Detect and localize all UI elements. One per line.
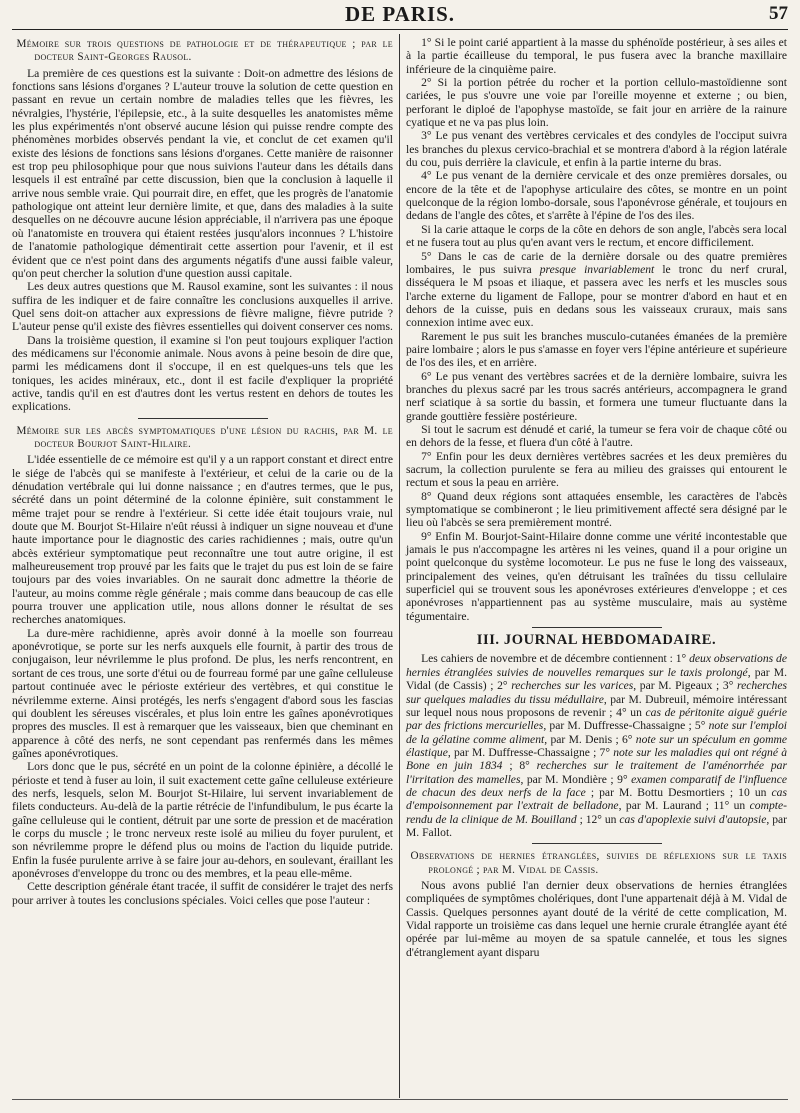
paragraph [406, 250, 787, 330]
paragraph: 3° Le pus venant des vertèbres cervicales et des condyles de l'occiput suivra les branches du plexus cervico-brachial et se montrera d'abord à la région latérale du cou, puis derrière la clavicule, et enfin à la partie interne du bras. [406, 129, 787, 170]
text-span: , par M. Vidal (de Cassis) ; 2° [406, 665, 787, 693]
text-span: ; 12° un [576, 812, 620, 826]
paragraph: 4° Le pus venant de la dernière cervicale et des onze premières dorsales, ou encore de la tête et de l'apophyse articulaire des côtes, se montre en un point quelconque de la région lombo-dorsale, sous l'aponévrose générale, et toujours en dedans de l'angle des côtes, et s'arrête à l'épine de l'os des iles. [406, 169, 787, 223]
paragraph: Nous avons publié l'an dernier deux observations de hernies étranglées compliquées de symptômes cholériques, dont l'une appartenait déjà à M. Vidal de Cassis. Quelques personnes ayant douté de la vérité de cette complication, M. Vidal rapporte un troisième cas dans lequel une hernie crurale étranglée ayant été opérée par lui-même au moyen de sa spatule cannelée, et tous les signes d'étranglement ayant disparu [406, 878, 787, 959]
bottom-rule [12, 1099, 788, 1100]
paragraph: Cette description générale étant tracée, il suffit de considérer le trajet des nerfs pour arriver à toutes les conclusions spéciales. Voici celles que pose l'auteur : [12, 880, 393, 907]
emphasis: recherches sur quelques maladies du tissu médullaire [406, 679, 787, 706]
text-span: ; 8° [502, 759, 537, 773]
paragraph: La première de ces questions est la suivante : Doit-on admettre des lésions de fonctions sans lésions d'organes ? L'auteur trouve la solution de cette question en passant en revue un certain nombre de maladies telles que les fièvres, les névralgies, l'hystérie, l'épilepsie, etc., à la suite desquelles les anatomistes même les plus expérimentés n'ont observé aucune lésion qui puisse rendre compte des phénomènes morbides observés pendant la vie, et conclut de cet examen qu'il existe des lésions de fonctions sans lésions d'organes. Cette manière de raisonner est trop peu philosophique pour que nous suivions l'auteur dans les détails dans lesquels il est entraîné par cette discussion, bien que la conclusion à laquelle il arrive nous semble vraie. Qui pourrait dire, en effet, que les progrès de l'anatomie pathologique ont atteint leur dernière limite, et que, dans des maladies à la suite desquelles on ne découvre aucune lésion appréciable, il n'arrivera pas une époque où l'anatomiste en trouvera qui étaient restées jusqu'alors inconnues ? L'histoire de l'anatomie pathologique démentirait cette assertion pour l'avenir, et il est évident que ce n'est point dans des arguments négatifs d'une aussi faible valeur, qu'on peut chercher la solution d'une question aussi capitale. [12, 66, 393, 280]
text-span: , par M. Denis ; 6° [544, 732, 636, 746]
text-span: ; par M. Bottu Desmortiers ; 10 un [585, 785, 772, 799]
text-span: , par M. Duffresse-Chassaigne ; 7° [447, 745, 614, 759]
paragraph: 1° Si le point carié appartient à la masse du sphénoïde postérieur, à ses ailes et à la partie écailleuse du temporal, le pus fusera avec la branche maxillaire inférieure de la cinquième paire. [406, 36, 787, 76]
page-number: 57 [769, 3, 788, 24]
paragraph: 6° Le pus venant des vertèbres sacrées et de la dernière lombaire, suivra les branches du plexus sacré par les trous sacrés antérieurs, accompagnera le grand nerf sciatique à sa sortie du bassin, et formera une tumeur fluctuante dans la grande gouttière fessière postérieure. [406, 369, 787, 423]
page-header [0, 0, 800, 26]
section-divider [138, 418, 268, 419]
text-span: , par M. Laurand ; 11° un [618, 799, 750, 813]
paragraph: L'idée essentielle de ce mémoire est qu'il y a un rapport constant et direct entre le siége de l'abcès qui se manifeste à l'extérieur, et celui de la carie ou de la dénudation vertébrale qui lui donne naissance ; en d'autres termes, que le pus, sécrété dans un point déterminé de la colonne épinière, suit constamment le même trajet pour se rendre à l'extérieur. Si cette idée était toujours vraie, nul doute que M. Bourjot St-Hilaire n'eût réussi à indiquer un signe nouveau et d'une haute importance pour le diagnostic des caries rachidiennes ; mais, outre qu'un abcès extérieur symptomatique peut reconnaître une tout autre origine, il est malheureusement trop prouvé par les faits que le trajet du pus est loin de se faire toujours par des voies invariables. On ne saurait donc admettre la théorie de l'auteur, au moins comme règle générale ; mais comme dans beaucoup de cas elle pourra trouver une application utile, nous allons donner le résultat de ses recherches anatomiques. [12, 453, 393, 627]
paragraph-journal-contents [406, 652, 787, 839]
header-rule [12, 29, 788, 30]
section-divider [532, 843, 662, 844]
paragraph: Si tout le sacrum est dénudé et carié, la tumeur se fera voir de chaque côté ou en dehors de la fesse, et fluera d'un côté à l'autre. [406, 422, 787, 450]
paragraph: Dans la troisième question, il examine si l'on peut toujours expliquer l'action des médicamens sur l'économie animale. Nous avons à peine besoin de dire que, parmi les médicamens dont il s'occupe, il en est quelques-uns tels que les toniques, les acides minéraux, etc., dont il est facile d'expliquer la propriété active, tandis qu'il en est d'autres dont les vertus restent en dehors de toutes les explications. [12, 333, 393, 414]
emphasis: note sur les maladies qui ont régné à Bone en juin 1834 [406, 745, 788, 773]
text-span: 5° Dans le cas de carie de la dernière dorsale ou des quatre premières lombaires, le pus suivra [406, 249, 787, 276]
emphasis: note sur un spéculum en gomme élastique [406, 732, 787, 759]
paragraph: 2° Si la portion pétrée du rocher et la portion cellulo-mastoïdienne sont cariées, le pus s'ouvre une voie par l'oreille moyenne et externe ; ou bien, perforant le diploé de l'apophyse mastoïde, se fait jour en arrière de la rainure cyatique et ne va pas plus loin. [406, 76, 787, 130]
section-heading-bourjot: Mémoire sur les abcès symptomatiques d'une lésion du rachis, par M. le docteur Bourjot Saint-Hilaire. [16, 424, 393, 450]
text-span: , par M. Dubreuil, mémoire intéressant sur lequel nous nous proposons de revenir ; 4° un [406, 692, 787, 719]
text-span: , par M. Duffresse-Chassaigne ; 5° [543, 719, 709, 733]
emphasis: presque invariablement [539, 262, 655, 276]
emphasis: recherches sur le traitement de l'aménorrhée par l'irritation des mamelles [406, 759, 787, 786]
section-heading-vidal: Observations de hernies étranglées, suivies de réflexions sur le taxis prolongé ; par M. Vidal de Cassis. [410, 850, 787, 876]
text-span: , par M. Pigeaux ; 3° [633, 679, 737, 693]
paragraph: 7° Enfin pour les deux dernières vertèbres sacrées et les deux premières du sacrum, la collection purulente se fera au milieu des graisses qui entourent le rectum et sous la peau en arrière. [406, 449, 787, 490]
left-column [12, 36, 393, 907]
paragraph: Lors donc que le pus, sécrété en un point de la colonne épinière, a décollé le périoste et tend à fuser au loin, il suit exactement cette gaîne celluleuse extérieure des nerfs, lesquels, selon M. Bourjot St-Hilaire, lui servent invariablement de filets conducteurs. Au-delà de la partie rétrécie de l'infundibulum, le pus écarte la gaîne celluleuse qui le contient, détruit par une sorte de pression et de macération le corps du muscle ; le tronc nerveux reste isolé au milieu du foyer purulent, et son névrilemme propre le défend plus ou moins de l'action du liquide putride. Enfin la fusée purulente arrive à se faire jour au-dehors, en soulevant, éraillant les aponévroses d'enveloppe du tronc ou des membres, et la peau elle-même. [12, 760, 393, 880]
paragraph: Rarement le pus suit les branches musculo-cutanées émanées de la première paire lombaire ; alors le pus s'amasse en foyer vers l'épine antérieure et supérieure de l'os des iles, et en arrière. [406, 329, 787, 370]
emphasis: compte-rendu de la clinique de M. Bouilland [406, 799, 787, 826]
section-title-journal: III. JOURNAL HEBDOMADAIRE. [476, 632, 717, 649]
emphasis: cas d'empoisonnement par l'extrait de belladone [406, 785, 787, 813]
section-divider [532, 627, 662, 628]
running-title: DE PARIS. [344, 2, 456, 26]
text-span: le tronc du nerf crural, disséquera le M psoas et iliaque, et passera avec les nerfs et les muscles sous l'arche externe du ligament de Fallope, pour se montrer d'abord en haut et en dehors de la cuisse, puis en dedans sous les vaisseaux cruraux, mais sans connexion intime avec eux. [406, 262, 787, 330]
paragraph: La dure-mère rachidienne, après avoir donné à la moelle son fourreau aponévrotique, se porte sur les nerfs auxquels elle fournit, à partir des trous de conjugaison, leur névrilemme le plus profond. De plus, les nerfs rencontrent, en sortant de ces trous, une sorte d'étui ou de fourreau formé par une gaîne celluleuse partout continuée avec le périoste extérieur des vertèbres, et qui constitue le névrilemme externe. Ainsi protégés, les nerfs s'engagent d'abord sous les fascias qui doublent les séreuses viscérales, et plus loin entre les gaînes aponévrotiques propres des muscles. Il est à remarquer que les vaisseaux, bien que cheminant en apparence à côté des nerfs, ne sont cependant pas renfermés dans les mêmes gaînes aponévrotiques. [12, 626, 393, 760]
emphasis: cas d'apoplexie suivi d'autopsie [619, 812, 767, 826]
column-divider [399, 34, 400, 1098]
text-span: , par M. Mondière ; 9° [520, 772, 632, 786]
paragraph: Les deux autres questions que M. Rausol examine, sont les suivantes : il nous suffira de les indiquer et de faire connaître les conclusions auxquelles il arrive. Quel sens doit-on attacher aux expressions de fièvre maligne, fièvre putride ? L'auteur pense qu'il existe des fièvres essentielles qui doivent conserver ces noms. [12, 280, 393, 334]
section-heading-rausol: Mémoire sur trois questions de pathologie et de thérapeutique ; par le docteur Saint-Georges Rausol. [16, 38, 393, 64]
emphasis: recherches sur les varices [511, 679, 634, 693]
emphasis: examen comparatif de l'influence de chacun des deux nerfs de la face [406, 772, 788, 799]
right-column [406, 36, 787, 959]
text-span: Les cahiers de novembre et de décembre contiennent : 1° [421, 652, 690, 666]
emphasis: cas de péritonite aiguë guérie par des frictions mercurielles [406, 705, 787, 733]
paragraph: Si la carie attaque le corps de la côte en dehors de son angle, l'abcès sera local et ne fusera tout au plus qu'en avant vers le rectum, et encore difficilement. [406, 222, 787, 250]
text-span: , par M. Fallot. [406, 812, 788, 839]
paragraph: 9° Enfin M. Bourjot-Saint-Hilaire donne comme une vérité incontestable que jamais le pus n'accompagne les artères ni les veines, quand il a pour origine un point quelconque du système locomoteur. Le pus ne fuse le long des vaisseaux, principalement des veines, qu'en détruisant les traînées du tissu cellulaire superficiel qui se trouvent sous les aponévroses extérieures d'enveloppe ; et ces aponévroses n'appartiennent pas au système musculaire, mais au système tégumentaire. [406, 529, 787, 623]
emphasis: note sur l'emploi de la gélatine comme aliment [406, 719, 787, 746]
paragraph: 8° Quand deux régions sont attaquées ensemble, les caractères de l'abcès symptomatique se combineront ; le lieu primitivement affecté sera désigné par le lieu où l'abcès se sera premièrement montré. [406, 489, 787, 530]
emphasis: deux observations de hernies étranglées suivies de nouvelles remarques sur le taxis prolongé [406, 652, 787, 679]
